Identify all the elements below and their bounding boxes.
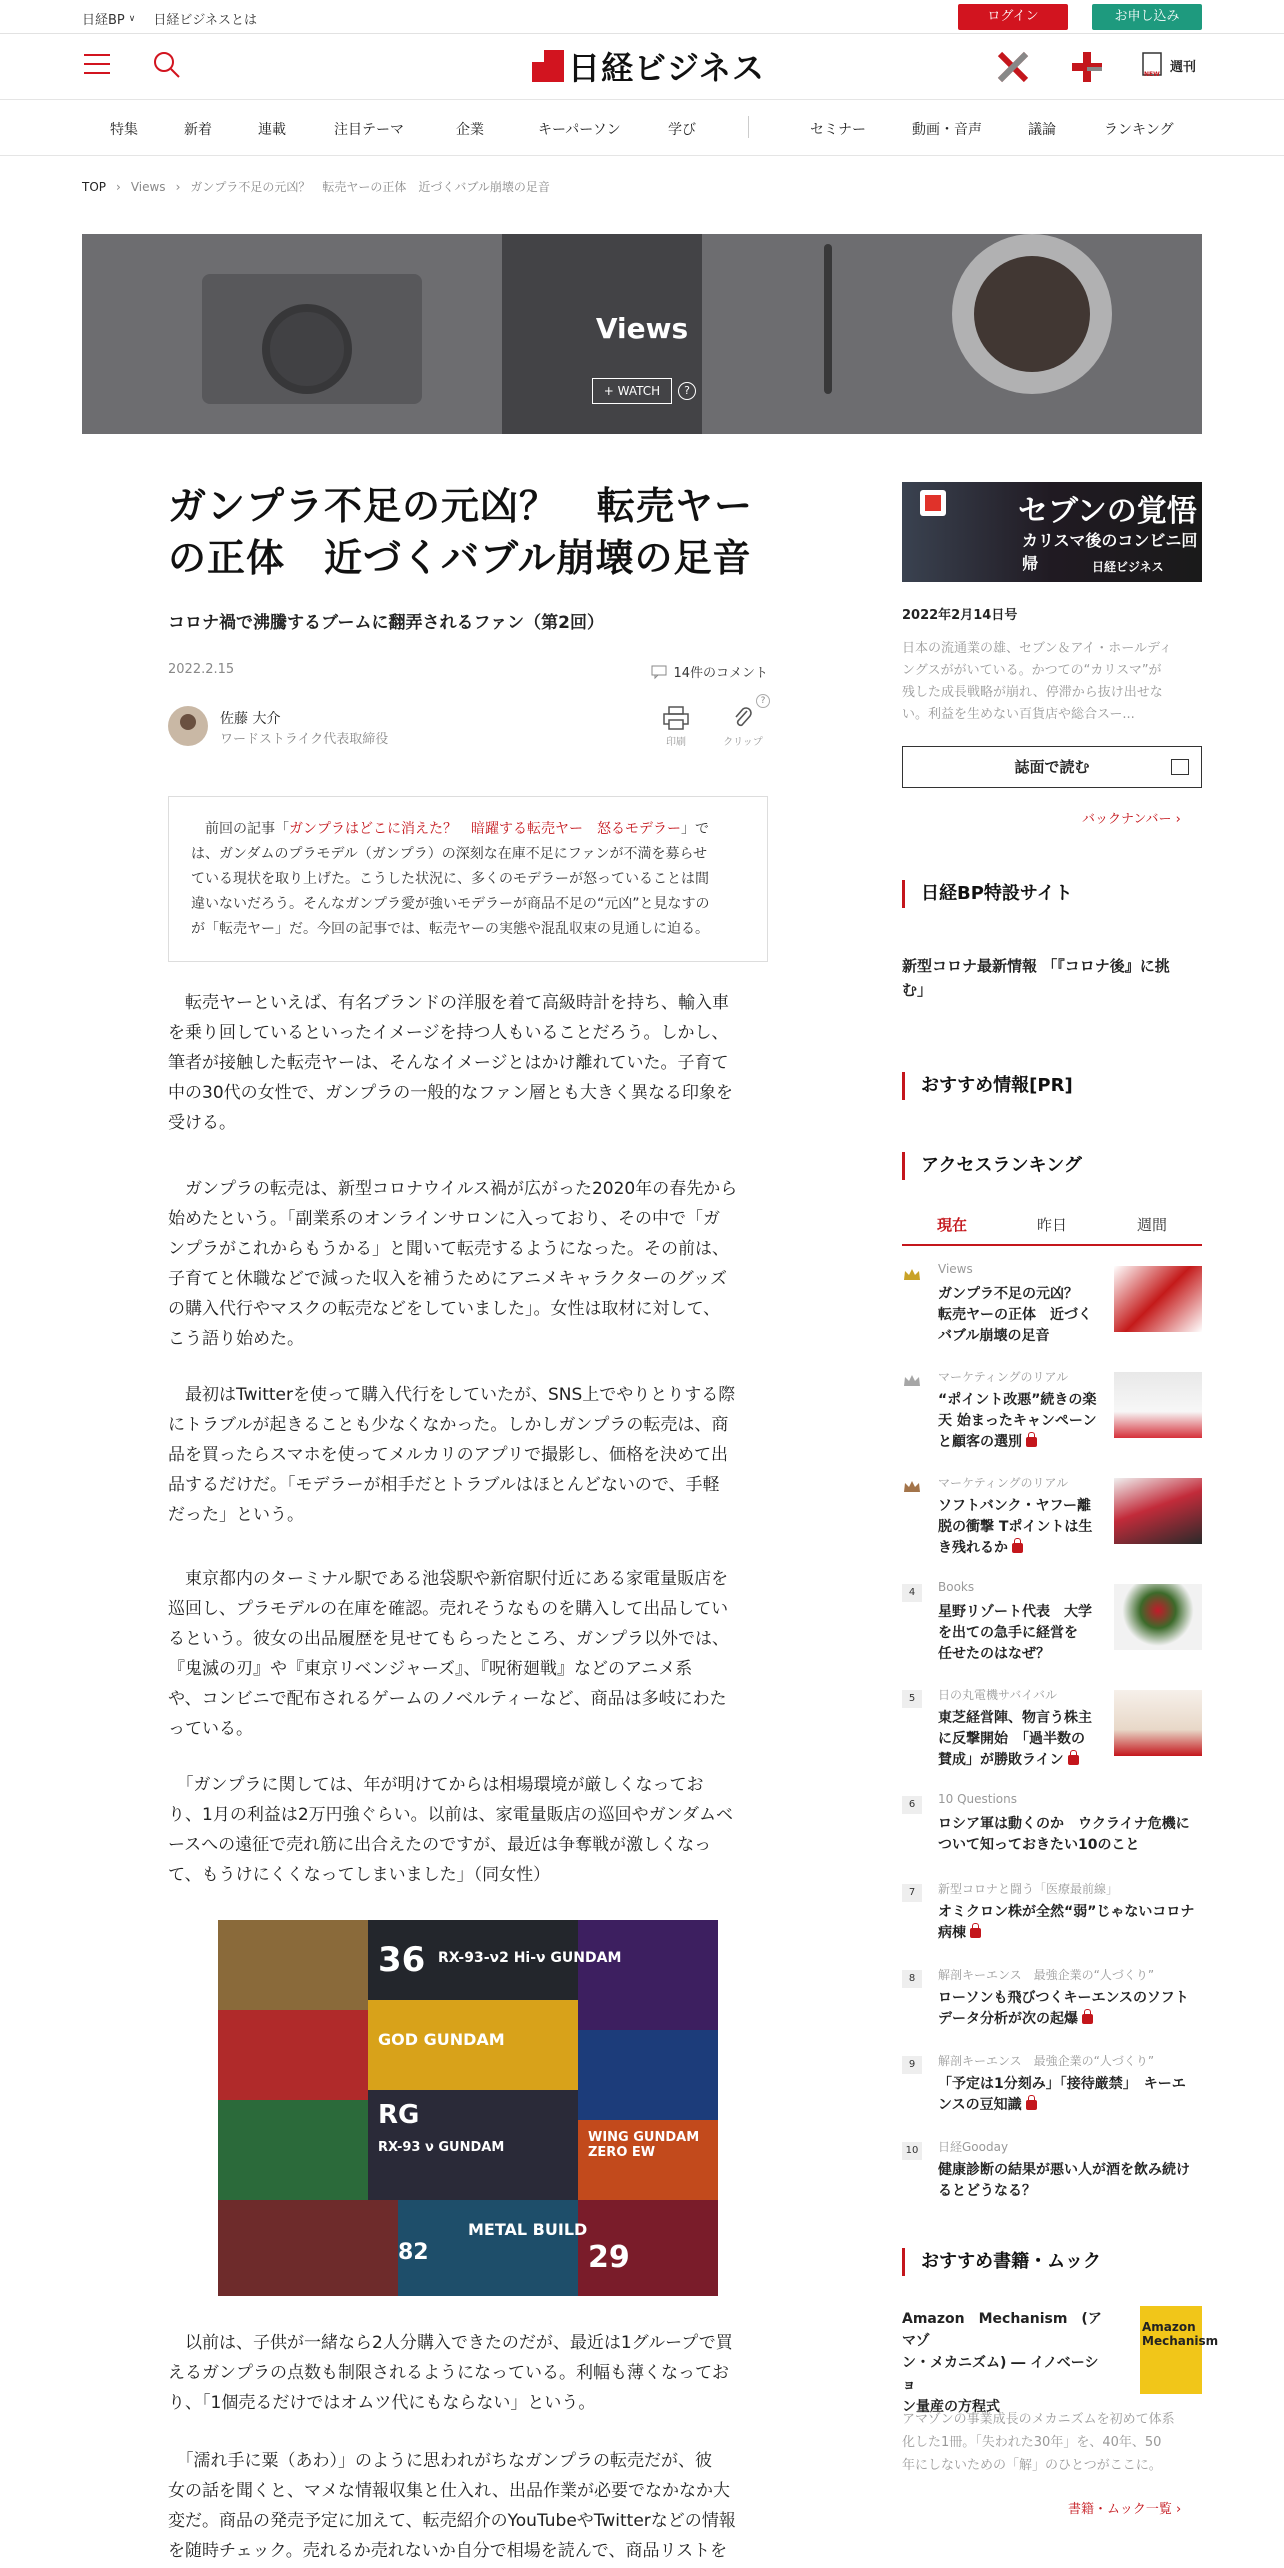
ranking-item[interactable]: 4 Books 星野リゾート代表 大学 を出ての急手に経営を 任せたのはなぜ？ bbox=[902, 1580, 1202, 1666]
about-link[interactable]: 日経ビジネスとは bbox=[153, 13, 257, 28]
ranking-item[interactable]: 8 解剖キーエンス 最強企業の“人づくり” ローソンも飛びつくキーエンスのソフト データ分析が次の起爆 bbox=[902, 1966, 1202, 2052]
breadcrumb-views[interactable]: Views bbox=[130, 179, 166, 194]
nav-discussion[interactable]: 議論 bbox=[1028, 122, 1056, 138]
ranking-item[interactable]: マーケティングのリアル “ポイント改悪”続きの楽 天 始まったキャンペーン と顧客の選別 bbox=[902, 1368, 1202, 1454]
previous-article-link[interactable]: ガンプラはどこに消えた？ 暗躍する転売ヤー 怒るモデラー bbox=[289, 821, 681, 837]
breadcrumb-top[interactable]: TOP bbox=[82, 179, 107, 194]
help-icon[interactable]: ? bbox=[678, 382, 696, 400]
crown-gold-icon bbox=[902, 1266, 922, 1284]
ranking-thumbnail bbox=[1114, 1266, 1202, 1332]
apply-button[interactable]: お申し込み bbox=[1092, 4, 1202, 30]
search-icon[interactable] bbox=[152, 50, 182, 80]
nav-divider bbox=[748, 116, 749, 138]
paragraph: ガンプラの転売は、新型コロナウイルス禍が広がった2020年の春先から 始めたという。「副業系のオンラインサロンに入っており、その中で「ガ ンプラがこれからもうかる」と聞いて転売するようになった。その前は、 子育てと休職などで減った収入を補うためにアニメキャラクターのグッズ の購入代行やマスクの転売などをしていました」。女性は取材に対して、 こう語り始めた。 bbox=[168, 1179, 738, 1349]
article-date: 2022.2.15 bbox=[168, 662, 235, 677]
chevron-right-icon: › bbox=[116, 179, 121, 194]
paragraph: 最初はTwitterを使って購入代行をしていたが、SNS上でやりとりする際 にトラブルが起きることも少なくなかった。しかしガンプラの転売は、商 品を買ったらスマホを使ってメルカリのアプリで撮影し、価格を決めて出 品するだけだ。「モデラーが相手だとトラブルはほとんどないので、手軽 だった」という。 bbox=[168, 1385, 736, 1525]
nav-series[interactable]: 連載 bbox=[258, 122, 286, 138]
article-meta bbox=[168, 662, 768, 682]
lock-icon bbox=[1082, 2014, 1093, 2024]
site-header bbox=[0, 34, 1284, 100]
nav-new[interactable]: 新着 bbox=[184, 122, 212, 138]
paragraph: 「ガンプラに関しては、年が明けてからは相場環境が厳しくなってお り、1月の利益は2万円強ぐらい。以前は、家電量販店の巡回やガンダムベ ースへの遠征で売れ筋に出合えたのですが、最近は争奪戦が激しくなっ て、もうけにくくなってしまいました」（同女性） bbox=[168, 1775, 733, 1885]
nikkei-bp-menu[interactable]: 日経BP ∨ bbox=[82, 13, 136, 28]
ranking-item[interactable]: 10 日経Gooday 健康診断の結果が悪い人が酒を飲み続け るとどうなる？ bbox=[902, 2138, 1202, 2224]
lock-icon bbox=[1026, 1437, 1037, 1447]
ranking-item[interactable]: 5 日の丸電機サバイバル 東芝経営陣、物言う株主 に反撃開始 「過半数の 賛成」が勝敗ライン bbox=[902, 1686, 1202, 1772]
paragraph: 転売ヤーといえば、有名ブランドの洋服を着て高級時計を持ち、輸入車 を乗り回しているといったイメージを持つ人もいることだろう。しかし、 筆者が接触した転売ヤーは、そんなイメージとはかけ離れていた。子育て 中の30代の女性で、ガンプラの一般的なファン層とも大きく異なる印象を 受ける。 bbox=[168, 993, 733, 1133]
seven-eleven-logo bbox=[920, 490, 946, 516]
crown-bronze-icon bbox=[902, 1478, 922, 1496]
tab-yesterday[interactable]: 昨日 bbox=[1036, 1216, 1067, 1234]
book-list-link[interactable]: 書籍・ムック一覧 › bbox=[1068, 2502, 1182, 2517]
print-button[interactable]: 印刷 bbox=[656, 706, 696, 748]
magazine-icon bbox=[1171, 759, 1189, 775]
magazine-icon bbox=[1142, 52, 1164, 78]
paragraph: 東京都内のターミナル駅である池袋駅や新宿駅付近にある家電量販店を 巡回し、プラモデルの在庫を確認。売れそうなものを購入して出品してい るという。彼女の出品履歴を見せてもらったところ、ガンプラ以外では、 『鬼滅の刃』や『東京リベンジャーズ』、『呪術廻戦』などのアニメ系 や、コンビニで配布されるゲームのノベルティーなど、商品は多岐にわた っている。 bbox=[168, 1569, 729, 1739]
paperclip-icon bbox=[732, 706, 754, 730]
book-title-link[interactable]: Amazon Mechanism (アマゾ ン・メカニズム) ― イノベーショ ン量産の方程式 bbox=[902, 2311, 1102, 2415]
author-avatar[interactable] bbox=[168, 706, 208, 746]
bp-special-link[interactable]: 新型コロナ最新情報 「『コロナ後』に挑 む」 bbox=[902, 957, 1170, 999]
weekly-link[interactable]: NEW 週刊 bbox=[1142, 52, 1196, 78]
ranking-thumbnail bbox=[1114, 1372, 1202, 1438]
nav-learning[interactable]: 学び bbox=[668, 122, 696, 138]
issue-date: 2022年2月14日号 bbox=[902, 608, 1018, 623]
utility-bar bbox=[0, 0, 1284, 34]
chevron-down-icon: ∨ bbox=[128, 13, 136, 24]
ranking-item[interactable]: 6 10 Questions ロシア軍は動くのか ウクライナ危機に ついて知っておきたい10のこと bbox=[902, 1792, 1202, 1878]
book-description: アマゾンの事業成長のメカニズムを初めて体系 化した1冊。「失われた30年」を、40年、50 年にしないための「解」のひとつがここに。 bbox=[902, 2412, 1175, 2473]
nav-ranking[interactable]: ランキング bbox=[1104, 122, 1174, 138]
ranking-tabs bbox=[902, 1204, 1202, 1246]
clip-help-icon[interactable]: ? bbox=[756, 694, 770, 708]
author-block bbox=[168, 696, 768, 754]
nav-seminar[interactable]: セミナー bbox=[810, 122, 866, 138]
site-logo[interactable]: 日経ビジネス bbox=[532, 46, 765, 86]
breadcrumb-current: ガンプラ不足の元凶？ 転売ヤーの正体 近づくバブル崩壊の足音 bbox=[190, 180, 550, 194]
clip-button[interactable]: クリップ bbox=[718, 706, 768, 748]
chevron-right-icon: › bbox=[1176, 2502, 1182, 2517]
article-subtitle: コロナ禍で沸騰するブームに翻弄されるファン（第2回） bbox=[168, 613, 604, 633]
backnumber-link[interactable]: バックナンバー › bbox=[1082, 812, 1181, 827]
ranking-thumbnail bbox=[1114, 1478, 1202, 1544]
comments-link[interactable]: 14件のコメント bbox=[651, 662, 768, 681]
nav-keyperson[interactable]: キーパーソン bbox=[538, 122, 621, 138]
lock-icon bbox=[970, 1928, 981, 1938]
ranking-item[interactable]: マーケティングのリアル ソフトバンク・ヤフー離 脱の衝撃 Tポイントは生 き残れるか bbox=[902, 1474, 1202, 1560]
lead-summary: 前回の記事「ガンプラはどこに消えた？ 暗躍する転売ヤー 怒るモデラー」で は、ガンダムのプラモデル（ガンプラ）の深刻な在庫不足にファンが不満を募らせ ている現状を取り上げた。こうした状況に、多くのモデラーが怒っていることは間 違いないだろう。そんなガンプラ愛が強いモデラーが商品不足の“元凶”と見なすの が「転売ヤー」だ。今回の記事では、転売ヤーの実態や混乱収束の見通しに迫る。 bbox=[168, 796, 768, 962]
svg-text:NEW: NEW bbox=[1144, 71, 1160, 78]
bp-special-heading: 日経BP特設サイト bbox=[902, 880, 1073, 908]
lock-icon bbox=[1012, 1543, 1023, 1553]
nav-video[interactable]: 動画・音声 bbox=[912, 122, 982, 138]
pr-heading: おすすめ情報[PR] bbox=[902, 1072, 1073, 1100]
chevron-right-icon: › bbox=[175, 179, 181, 194]
tab-weekly[interactable]: 週間 bbox=[1136, 1216, 1167, 1234]
logo-mark bbox=[532, 50, 564, 82]
books-heading: おすすめ書籍・ムック bbox=[902, 2248, 1101, 2276]
banner-title: Views bbox=[595, 312, 689, 345]
author-role: ワードストライク代表取締役 bbox=[220, 732, 389, 747]
paragraph: 以前は、子供が一緒なら2人分購入できたのだが、最近は1グループで買 えるガンプラの点数も制限されるようになっている。利幅も薄くなってお り、「1個売るだけではオムツ代にもならない」という。 bbox=[168, 2333, 733, 2413]
ranking-item[interactable]: 7 新型コロナと闘う「医療最前線」 オミクロン株が全然“弱”じゃないコロナ 病棟 bbox=[902, 1880, 1202, 1966]
comment-icon bbox=[651, 665, 667, 679]
lock-icon bbox=[1068, 1755, 1079, 1765]
x-icon[interactable] bbox=[996, 50, 1030, 84]
plus-icon[interactable] bbox=[1070, 50, 1104, 84]
main-nav bbox=[0, 100, 1284, 156]
crown-silver-icon bbox=[902, 1372, 922, 1390]
paragraph: 「濡れ手に粟（あわ）」のように思われがちなガンプラの転売だが、彼 女の話を聞くと、マメな情報収集と仕入れ、出品作業が必要でなかなか大 変だ。商品の発売予定に加えて、転売紹介のYouTubeやTwitterなどの情報 を随時チェック。売れるか売れないか自分で相場を読んで、商品リストを bbox=[168, 2451, 736, 2561]
nav-feature[interactable]: 特集 bbox=[110, 122, 138, 138]
ranking-item[interactable]: Views ガンプラ不足の元凶？ 転売ヤーの正体 近づく バブル崩壊の足音 bbox=[902, 1262, 1202, 1348]
lock-icon bbox=[1026, 2100, 1037, 2110]
book-cover[interactable]: Amazon Mechanism bbox=[1140, 2306, 1202, 2394]
watch-button[interactable]: + WATCH bbox=[592, 378, 672, 404]
nav-themes[interactable]: 注目テーマ bbox=[334, 122, 404, 138]
ranking-item[interactable]: 9 解剖キーエンス 最強企業の“人づくり” 「予定は1分刻み」「接待厳禁」 キーエ ンスの豆知識 bbox=[902, 2052, 1202, 2138]
chevron-right-icon: › bbox=[1175, 812, 1181, 827]
author-name[interactable]: 佐藤 大介 bbox=[220, 711, 281, 727]
issue-description: 日本の流通業の雄、セブン＆アイ・ホールディ ングスががいている。かつての“カリスマ”が 残した成長戦略が崩れ、停滞から抜け出せな い。利益を生めない百貨店や総合スー... bbox=[902, 641, 1173, 722]
login-button[interactable]: ログイン bbox=[958, 4, 1068, 30]
tab-now[interactable]: 現在 bbox=[936, 1216, 967, 1234]
ranking-thumbnail bbox=[1114, 1690, 1202, 1756]
series-banner bbox=[82, 234, 1202, 434]
breadcrumb bbox=[82, 178, 550, 195]
printer-icon bbox=[663, 706, 689, 730]
magazine-cover-ad[interactable]: セブンの覚悟 カリスマ後のコンビニ回帰 日経ビジネス bbox=[902, 482, 1202, 582]
article-title: ガンプラ不足の元凶？ 転売ヤー の正体 近づくバブル崩壊の足音 bbox=[168, 484, 754, 580]
article bbox=[168, 480, 768, 2561]
gunpla-boxes-photo: 36 RX-93-ν2 Hi-ν GUNDAM GOD GUNDAM RG RX-93 ν GUNDAM WING GUNDAM ZERO EW METAL BUILD 29 82 bbox=[218, 1920, 718, 2296]
ranking-heading: アクセスランキング bbox=[902, 1152, 1082, 1180]
nav-companies[interactable]: 企業 bbox=[456, 122, 484, 138]
menu-icon[interactable] bbox=[84, 54, 110, 76]
ranking-thumbnail bbox=[1114, 1584, 1202, 1650]
utility-links bbox=[82, 9, 257, 28]
read-magazine-button[interactable]: 誌面で読む bbox=[902, 746, 1202, 788]
